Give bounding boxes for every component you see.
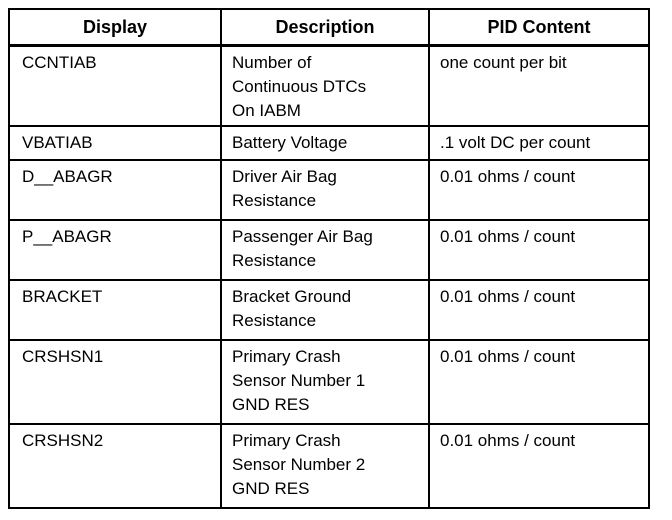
table-row — [9, 46, 649, 127]
description-line: Sensor Number 1 — [232, 371, 366, 390]
description-line: Resistance — [232, 311, 317, 330]
cell-pid-content: 0.01 ohms / count — [429, 424, 649, 508]
cell-pid-content: 0.01 ohms / count — [429, 160, 649, 220]
description-line: Bracket Ground — [232, 287, 352, 306]
cell-description — [221, 340, 429, 424]
description-line: Resistance — [232, 191, 317, 210]
cell-display: P__ABAGR — [9, 220, 221, 280]
description-line: Continuous DTCs — [232, 77, 367, 96]
table-row — [9, 424, 649, 508]
header-description: Description — [221, 9, 429, 46]
cell-pid-content: 0.01 ohms / count — [429, 220, 649, 280]
cell-display: D__ABAGR — [9, 160, 221, 220]
description-line: Sensor Number 2 — [232, 455, 366, 474]
description-line: Primary Crash — [232, 347, 341, 366]
cell-display: BRACKET — [9, 280, 221, 340]
cell-description — [221, 126, 429, 160]
cell-pid-content: 0.01 ohms / count — [429, 340, 649, 424]
cell-display: VBATIAB — [9, 126, 221, 160]
description-line: Battery Voltage — [232, 133, 348, 152]
cell-display: CCNTIAB — [9, 46, 221, 127]
cell-description — [221, 280, 429, 340]
cell-description — [221, 424, 429, 508]
description-line: On IABM — [232, 101, 301, 120]
table-row — [9, 220, 649, 280]
cell-description — [221, 160, 429, 220]
cell-description — [221, 220, 429, 280]
description-line: Passenger Air Bag — [232, 227, 373, 246]
table-header-row — [9, 9, 649, 46]
table-row — [9, 340, 649, 424]
cell-pid-content: one count per bit — [429, 46, 649, 127]
description-line: GND RES — [232, 395, 310, 414]
pid-table — [8, 8, 650, 509]
header-display: Display — [9, 9, 221, 46]
cell-pid-content: .1 volt DC per count — [429, 126, 649, 160]
table-row — [9, 280, 649, 340]
description-line: Number of — [232, 53, 312, 72]
description-line: Driver Air Bag — [232, 167, 337, 186]
description-line: Primary Crash — [232, 431, 341, 450]
cell-display: CRSHSN1 — [9, 340, 221, 424]
description-line: Resistance — [232, 251, 317, 270]
description-line: GND RES — [232, 479, 310, 498]
cell-display: CRSHSN2 — [9, 424, 221, 508]
table-row — [9, 126, 649, 160]
cell-pid-content: 0.01 ohms / count — [429, 280, 649, 340]
cell-description — [221, 46, 429, 127]
header-pid-content: PID Content — [429, 9, 649, 46]
table-row — [9, 160, 649, 220]
